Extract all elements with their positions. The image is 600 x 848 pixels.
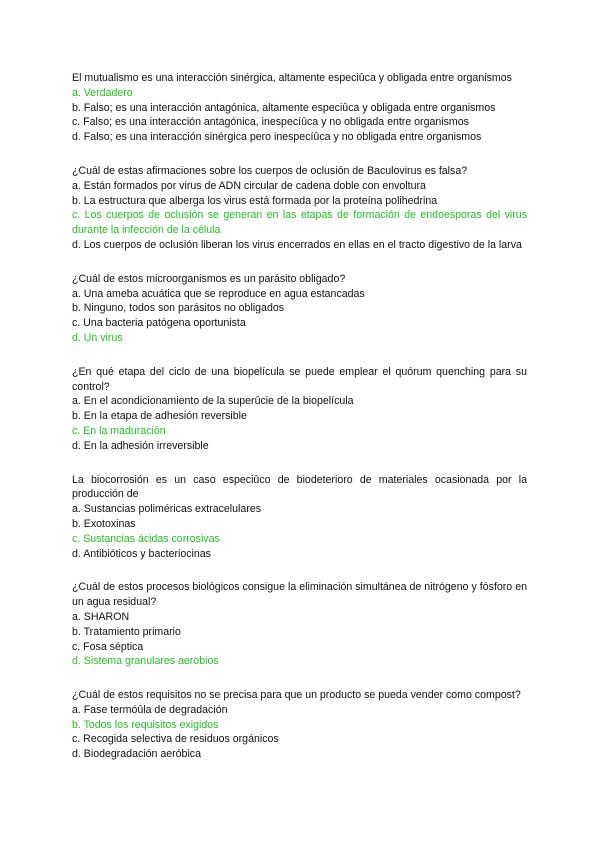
- option-c-correct: c. Sustancias ácidas corrosivas: [72, 532, 220, 545]
- option-a: a. Están formados por virus de ADN circular de cadena doble con envoltura: [72, 179, 426, 192]
- question-6: [72, 580, 527, 669]
- option-a: a. En el acondicionamiento de la superûcie de la biopelícula: [72, 395, 354, 408]
- option-d: d. Falso; es una interacción sinérgica pero inespecíûca y no obligada entre organismos: [72, 131, 482, 144]
- option-c-correct: c. Los cuerpos de oclusión se generan en las etapas de formación de endoesporas del virus durante la infección de la célula: [72, 209, 527, 237]
- option-b: b. Falso; es una interacción antagónica, altamente especiûca y obligada entre organismos: [72, 101, 496, 114]
- question-4: [72, 365, 527, 454]
- option-b: b. Ninguno, todos son parásitos no obligados: [72, 302, 285, 315]
- option-d: d. En la adhesión irreversible: [72, 439, 209, 452]
- option-a: a. Sustancias poliméricas extracelulares: [72, 503, 262, 516]
- option-b: b. Exotoxinas: [72, 517, 136, 530]
- option-d: d. Biodegradación aeróbica: [72, 748, 201, 761]
- question-stem: El mutualismo es una interacción sinérgica, altamente especiûca y obligada entre organismos: [72, 72, 512, 84]
- option-b: b. Tratamiento primario: [72, 625, 181, 638]
- option-d-correct: d. Un virus: [72, 331, 123, 344]
- question-stem: ¿En qué etapa del ciclo de una biopelícula se puede emplear el quórum quenching para su control?: [72, 365, 527, 393]
- option-a: a. Fase termóûla de degradación: [72, 703, 228, 716]
- quiz-document: [72, 71, 527, 781]
- question-1: [72, 71, 527, 145]
- option-b: b. La estructura que alberga los virus está formada por la proteína polihedrina: [72, 194, 438, 207]
- option-c-correct: c. En la maduración: [72, 424, 166, 437]
- option-c: c. Una bacteria patógena oportunista: [72, 317, 246, 330]
- option-d-correct: d. Sistema granulares aerobios: [72, 655, 219, 668]
- question-stem: ¿Cuál de estos microorganismos es un parásito obligado?: [72, 272, 346, 285]
- option-b-correct: b. Todos los requisitos exigidos: [72, 718, 219, 731]
- question-5: [72, 473, 527, 562]
- option-a: a. Una ameba acuática que se reproduce en agua estancadas: [72, 287, 365, 300]
- option-d: d. Los cuerpos de oclusión liberan los virus encerrados en ellas en el tracto digestivo de la larva: [72, 238, 522, 251]
- question-stem: La biocorrosión es un caso especiûco de biodeterioro de materiales ocasionada por la producción de: [72, 473, 527, 501]
- question-stem: ¿Cuál de estos procesos biológicos consigue la eliminación simultánea de nitrógeno y fósforo en un agua residual?: [72, 581, 527, 609]
- option-a: a. SHARON: [72, 610, 130, 623]
- option-d: d. Antibióticos y bacteriocinas: [72, 547, 211, 560]
- option-c: c. Recogida selectiva de residuos orgánicos: [72, 733, 279, 746]
- option-a-correct: a. Verdadero: [72, 86, 133, 99]
- question-stem: ¿Cuál de estas afirmaciones sobre los cuerpos de oclusión de Baculovirus es falsa?: [72, 164, 468, 177]
- question-2: [72, 164, 527, 253]
- question-7: [72, 688, 527, 762]
- option-b: b. En la etapa de adhesión reversible: [72, 410, 247, 423]
- question-3: [72, 272, 527, 346]
- question-stem: ¿Cuál de estos requisitos no se precisa para que un producto se pueda vender como compost?: [72, 689, 521, 702]
- option-c: c. Fosa séptica: [72, 640, 144, 653]
- option-c: c. Falso; es una interacción antagónica, inespecíûca y no obligada entre organismos: [72, 116, 469, 129]
